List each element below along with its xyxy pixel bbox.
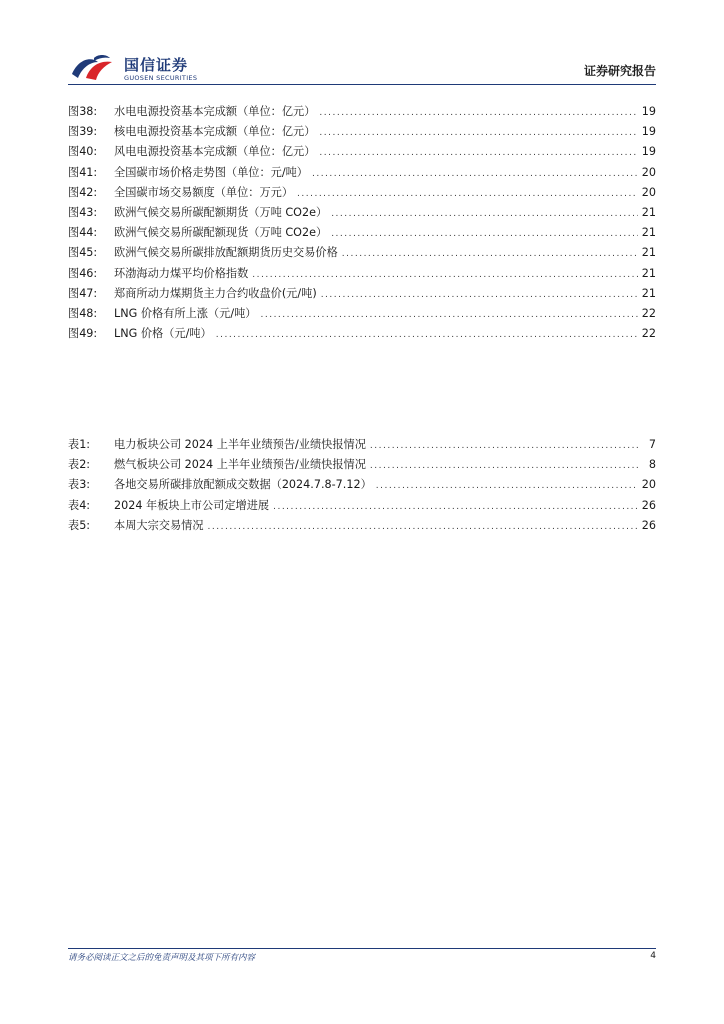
table-number: 表5:: [68, 518, 91, 532]
figure-title: 环渤海动力煤平均价格指数: [114, 266, 249, 280]
table-page-number: 20: [641, 478, 656, 492]
dot-leader: [216, 330, 638, 340]
figure-title: 欧洲气候交易所碳配额期货（万吨 CO2e）: [114, 205, 328, 219]
figure-index-row[interactable]: [68, 204, 656, 224]
figure-number: 图43:: [68, 205, 98, 219]
figure-index-row[interactable]: [68, 305, 656, 325]
dot-leader: [370, 461, 638, 471]
figure-number: 图42:: [68, 185, 98, 199]
dot-leader: [319, 128, 637, 138]
company-logo: [68, 52, 198, 86]
figure-page-number: 21: [641, 246, 656, 260]
figure-number: 图45:: [68, 246, 98, 260]
dot-leader: [260, 310, 637, 320]
figure-index-row[interactable]: [68, 325, 656, 345]
figure-index-row[interactable]: [68, 103, 656, 123]
figure-title: 欧洲气候交易所碳排放配额期货历史交易价格: [114, 246, 338, 260]
table-index-list: [68, 436, 656, 537]
figure-page-number: 19: [641, 145, 656, 159]
table-title: 各地交易所碳排放配额成交数据（2024.7.8-7.12）: [114, 478, 372, 492]
figure-index-row[interactable]: [68, 143, 656, 163]
table-number: 表2:: [68, 458, 91, 472]
logo-chinese-name: 国信证券: [124, 56, 189, 74]
table-page-number: 26: [641, 498, 656, 512]
figure-page-number: 19: [641, 125, 656, 139]
dot-leader: [319, 148, 637, 158]
header-divider: [68, 84, 656, 85]
figure-page-number: 19: [641, 105, 656, 118]
figure-page-number: 21: [641, 226, 656, 240]
dot-leader: [331, 229, 638, 239]
figure-number: 图38:: [68, 105, 98, 118]
dot-leader: [312, 169, 638, 179]
table-page-number: 7: [648, 438, 656, 451]
figure-title: 郑商所动力煤期货主力合约收盘价(元/吨): [114, 286, 317, 300]
figure-index-row[interactable]: [68, 265, 656, 285]
table-number: 表3:: [68, 478, 91, 492]
figure-number: 图40:: [68, 145, 98, 159]
table-title: 电力板块公司 2024 上半年业绩预告/业绩快报情况: [114, 438, 366, 451]
guosen-logo-icon: [68, 52, 116, 82]
figure-title: 风电电源投资基本完成额（单位：亿元）: [114, 145, 316, 159]
figure-page-number: 20: [641, 165, 656, 179]
table-index-row[interactable]: [68, 517, 656, 537]
figure-page-number: 20: [641, 185, 656, 199]
figure-index-list: [68, 103, 656, 345]
figure-number: 图41:: [68, 165, 98, 179]
figure-index-row[interactable]: [68, 184, 656, 204]
table-title: 2024 年板块上市公司定增进展: [114, 498, 270, 512]
figure-number: 图39:: [68, 125, 98, 139]
figure-title: 全国碳市场价格走势图（单位：元/吨）: [114, 165, 308, 179]
figure-page-number: 21: [641, 266, 656, 280]
figure-index-row[interactable]: [68, 123, 656, 143]
figure-title: 全国碳市场交易额度（单位：万元）: [114, 185, 294, 199]
figure-title: LNG 价格（元/吨）: [114, 327, 212, 341]
figure-number: 图46:: [68, 266, 98, 280]
figure-index-row[interactable]: [68, 244, 656, 264]
table-index-row[interactable]: [68, 476, 656, 496]
figure-page-number: 21: [641, 286, 656, 300]
table-index-row[interactable]: [68, 497, 656, 517]
page-header: [68, 48, 656, 88]
dot-leader: [297, 189, 638, 199]
figure-index-row[interactable]: [68, 224, 656, 244]
logo-english-name: GUOSEN SECURITIES: [124, 74, 198, 82]
dot-leader: [376, 481, 638, 491]
table-page-number: 8: [648, 458, 656, 472]
dot-leader: [321, 290, 638, 300]
figure-index-row[interactable]: [68, 285, 656, 305]
dot-leader: [342, 249, 638, 259]
dot-leader: [370, 441, 638, 451]
dot-leader: [319, 108, 637, 118]
figure-page-number: 22: [641, 327, 656, 341]
table-page-number: 26: [641, 518, 656, 532]
dot-leader: [331, 209, 638, 219]
document-type-label: 证券研究报告: [583, 64, 656, 78]
table-index-row[interactable]: [68, 456, 656, 476]
figure-page-number: 21: [641, 205, 656, 219]
dot-leader: [273, 502, 638, 512]
table-title: 本周大宗交易情况: [114, 518, 204, 532]
figure-number: 图49:: [68, 327, 98, 341]
disclaimer-note: 请务必阅读正文之后的免责声明及其项下所有内容: [68, 953, 256, 963]
figure-title: LNG 价格有所上涨（元/吨）: [114, 306, 257, 320]
table-number: 表4:: [68, 498, 91, 512]
page-number: 4: [650, 951, 656, 961]
dot-leader: [208, 522, 638, 532]
figure-number: 图44:: [68, 226, 98, 240]
dot-leader: [252, 270, 637, 280]
figure-title: 核电电源投资基本完成额（单位：亿元）: [114, 125, 316, 139]
figure-title: 欧洲气候交易所碳配额现货（万吨 CO2e）: [114, 226, 328, 240]
figure-page-number: 22: [641, 306, 656, 320]
table-number: 表1:: [68, 438, 91, 451]
figure-number: 图48:: [68, 306, 98, 320]
figure-number: 图47:: [68, 286, 98, 300]
footer-divider: [68, 948, 656, 949]
table-index-row[interactable]: [68, 436, 656, 456]
table-title: 燃气板块公司 2024 上半年业绩预告/业绩快报情况: [114, 458, 366, 472]
figure-index-row[interactable]: [68, 164, 656, 184]
figure-title: 水电电源投资基本完成额（单位：亿元）: [114, 105, 316, 118]
